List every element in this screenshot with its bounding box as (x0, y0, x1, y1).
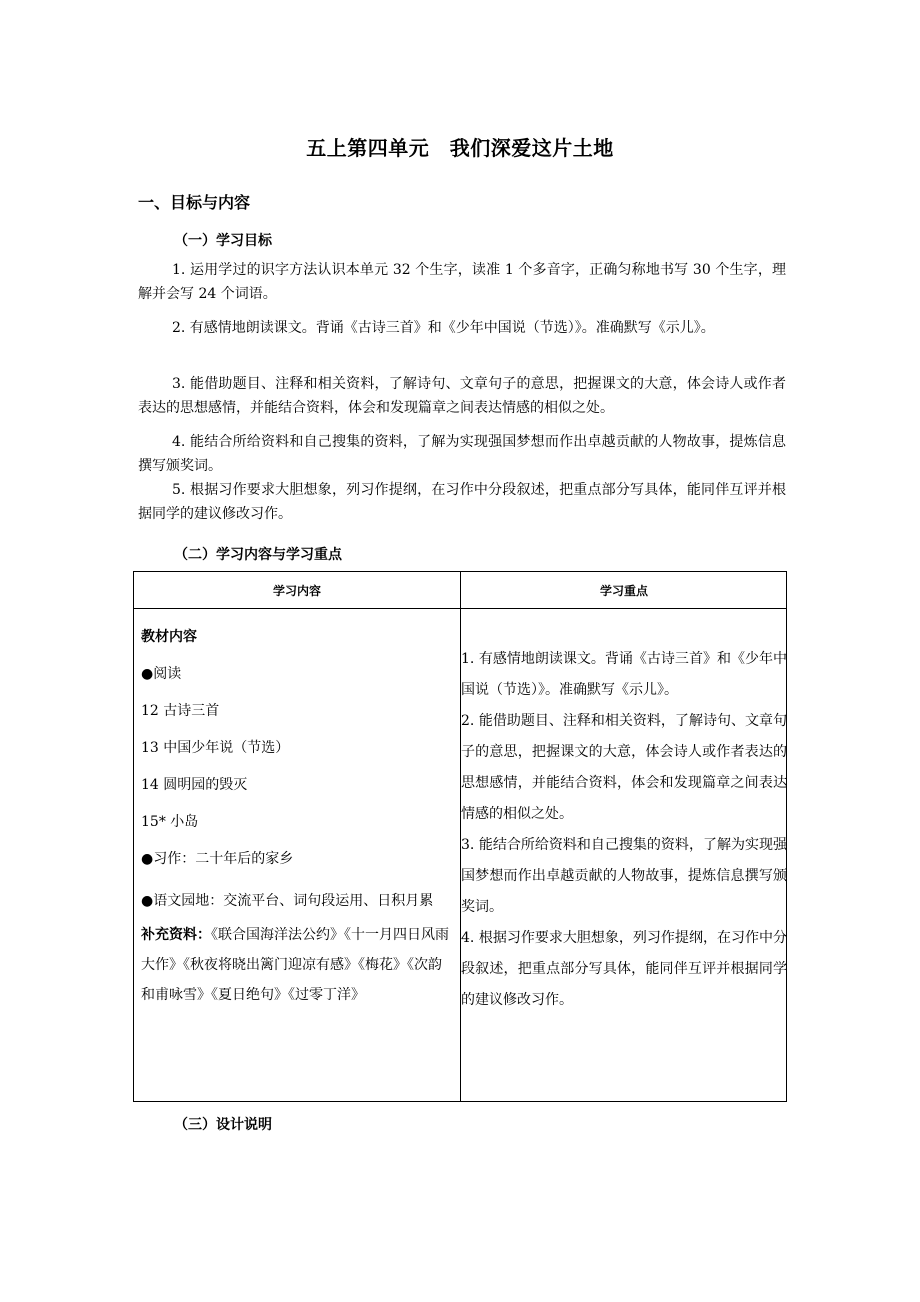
supplementary-text: 《联合国海洋法公约》《十一月四日风雨大作》《秋夜将晓出篱门迎凉有感》《梅花》《次韵和甫咏雪》《夏日绝句》《过零丁洋》 (141, 927, 449, 1003)
focus-item: 1. 有感情地朗读课文。背诵《古诗三首》和《少年中国说（节选）》。准确默写《示儿》。 (461, 651, 787, 698)
goal-item: 1. 运用学过的识字方法认识本单元 32 个生字，读准 1 个多音字，正确匀称地书写 30 个生字，理解并会写 24 个词语。 (138, 262, 786, 302)
section-heading-goals-content: 一、目标与内容 (138, 193, 251, 212)
focus-column (461, 644, 787, 1016)
focus-item: 3. 能结合所给资料和自己搜集的资料，了解为实现强国梦想而作出卓越贡献的人物故事，提炼信息撰写颁奖词。 (461, 837, 787, 915)
content-item: ●习作：二十年后的家乡 (141, 851, 294, 867)
content-column (141, 624, 453, 1010)
subheading-design-notes: （三）设计说明 (174, 1117, 272, 1133)
page-title: 五上第四单元 我们深爱这片土地 (306, 136, 614, 160)
content-item: 14 圆明园的毁灭 (141, 777, 248, 793)
goal-item: 3. 能借助题目、注释和相关资料，了解诗句、文章句子的意思，把握课文的大意，体会诗人或作者表达的思想感情，并能结合资料，体会和发现篇章之间表达情感的相似之处。 (138, 376, 786, 416)
focus-item: 2. 能借助题目、注释和相关资料，了解诗句、文章句子的意思，把握课文的大意，体会诗人或作者表达的思想感情，并能结合资料，体会和发现篇章之间表达情感的相似之处。 (461, 713, 787, 822)
focus-item: 4. 根据习作要求大胆想象，列习作提纲，在习作中分段叙述，把重点部分写具体，能同伴互评并根据同学的建议修改习作。 (461, 930, 787, 1008)
content-title: 教材内容 (141, 629, 197, 645)
table-header-content: 学习内容 (272, 584, 321, 598)
content-item: ●阅读 (141, 666, 182, 682)
supplementary-label: 补充资料： (141, 927, 211, 943)
content-focus-table (133, 571, 787, 1102)
goal-item: 2. 有感情地朗读课文。背诵《古诗三首》和《少年中国说（节选）》。准确默写《示儿》。 (172, 320, 715, 336)
content-item: 15* 小岛 (141, 814, 199, 830)
supplementary-materials (141, 920, 453, 1010)
table-divider (134, 608, 786, 609)
content-item: ●语文园地：交流平台、词句段运用、日积月累 (141, 893, 434, 909)
content-item: 13 中国少年说（节选） (141, 740, 290, 756)
goal-item: 4. 能结合所给资料和自己搜集的资料，了解为实现强国梦想而作出卓越贡献的人物故事，提炼信息撰写颁奖词。 (138, 434, 786, 474)
goal-item: 5. 根据习作要求大胆想象，列习作提纲，在习作中分段叙述，把重点部分写具体，能同伴互评并根据同学的建议修改习作。 (138, 482, 786, 522)
content-item: 12 古诗三首 (141, 703, 220, 719)
subheading-learning-goals: （一）学习目标 (174, 233, 272, 249)
subheading-content-focus: （二）学习内容与学习重点 (174, 547, 342, 563)
table-header-focus: 学习重点 (599, 584, 648, 598)
